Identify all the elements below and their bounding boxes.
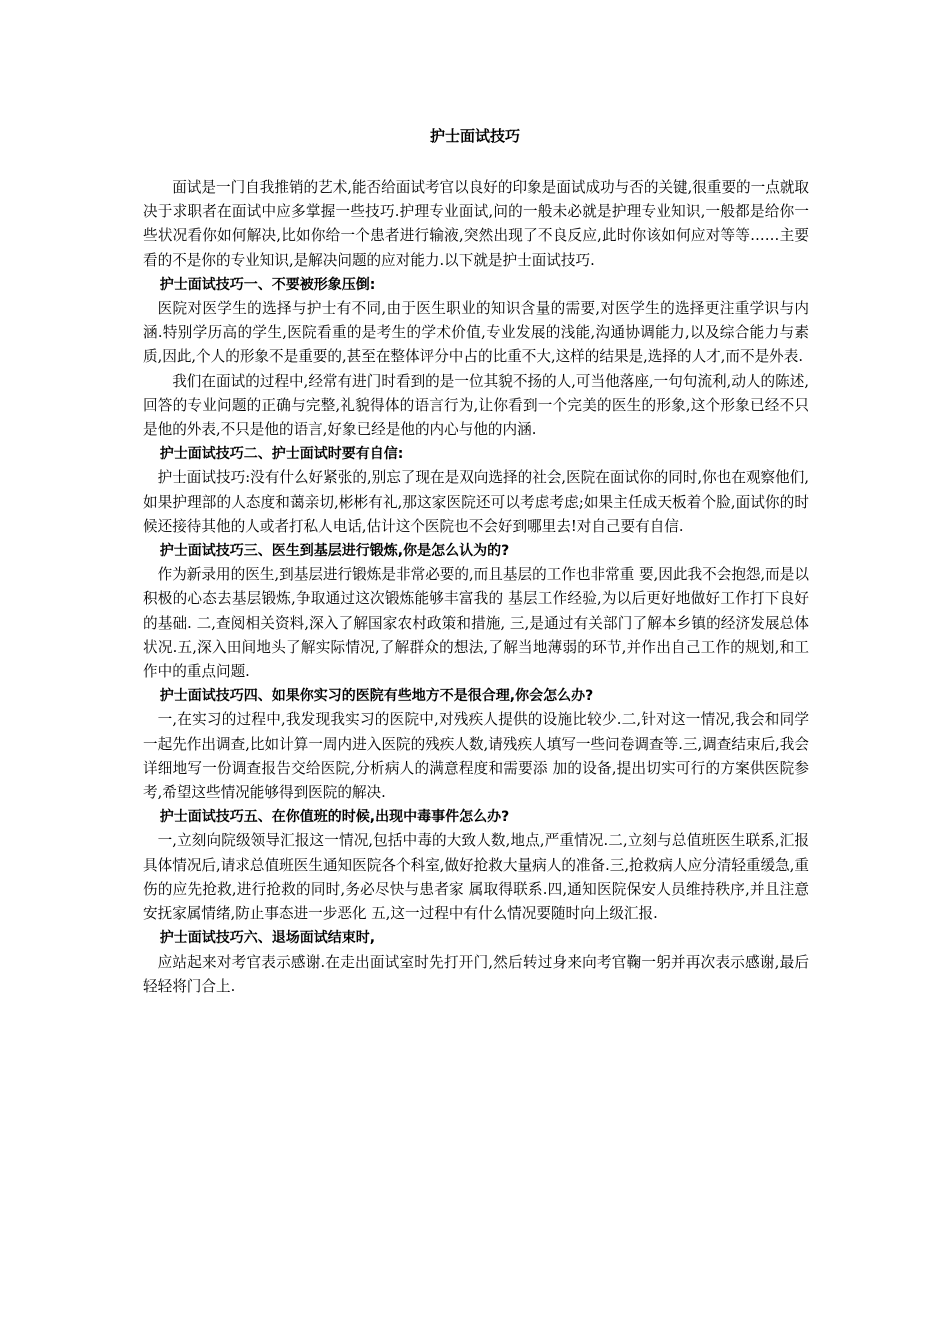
document-title: 护士面试技巧 xyxy=(429,127,520,145)
section-3-paragraph-1: 作为新录用的医生,到基层进行锻炼是非常必要的,而且基层的工作也非常重 要,因此我不会抱怨,而是以积极的心态去基层锻炼,争取通过这次锻炼能够丰富我的 基层工作经验,为以后更好地做好工作打下良好的基础. 二,查阅相关资料,深入了解国家农村政策和措施, 三,是通过有关部门了解本乡镇的经济发展总体状况.五,深入田间地头了解实际情况,了解群众的想法,了解当地薄弱的环节,并作出自己工作的规划,和工作中的重点问题. xyxy=(143,566,809,681)
section-6-paragraph-1: 应站起来对考官表示感谢.在走出面试室时先打开门,然后转过身来向考官鞠一躬并再次表示感谢,最后轻轻将门合上. xyxy=(143,953,809,995)
section-2-paragraph-1: 护士面试技巧:没有什么好紧张的,别忘了现在是双向选择的社会,医院在面试你的同时,你也在观察他们,如果护理部的人态度和蔼亲切,彬彬有礼,那这家医院还可以考虑考虑;如果主任成天板着个脸,面试你的时候还接待其他的人或者打私人电话,估计这个医院也不会好到哪里去!对自己要有自信. xyxy=(143,469,809,535)
section-5-paragraph-1: 一,立刻向院级领导汇报这一情况,包括中毒的大致人数,地点,严重情况.二,立刻与总值班医生联系,汇报具体情况后,请求总值班医生通知医院各个科室,做好抢救大量病人的准备.三,抢救病人应分清轻重缓急,重伤的应先抢救,进行抢救的同时,务必尽快与患者家 属取得联系.四,通知医院保安人员维持秩序,并且注意安抚家属情绪,防止事态进一步恶化 五,这一过程中有什么情况要随时向上级汇报. xyxy=(143,832,809,923)
intro-paragraph: 面试是一门自我推销的艺术,能否给面试考官以良好的印象是面试成功与否的关键,很重要的一点就取决于求职者在面试中应多掌握一些技巧.护理专业面试,问的一般未必就是护理专业知识,一般都是给你一些状况看你如何解决,比如你给一个患者进行输液,突然出现了不良反应,此时你该如何应对等等……主要看的不是你的专业知识,是解决问题的应对能力.以下就是护士面试技巧. xyxy=(143,179,810,269)
section-4-heading: 护士面试技巧四、如果你实习的医院有些地方不是很合理,你会怎么办? xyxy=(159,688,594,705)
section-4-paragraph-1: 一,在实习的过程中,我发现我实习的医院中,对残疾人提供的设施比较少.二,针对这一情况,我会和同学一起先作出调查,比如计算一周内进入医院的残疾人数,请残疾人填写一些问卷调查等.三,调查结束后,我会详细地写一份调查报告交给医院,分析病人的满意程度和需要添 加的设备,提出切实可行的方案供医院参考,希望这些情况能够得到医院的解决. xyxy=(143,711,809,802)
section-3-heading: 护士面试技巧三、医生到基层进行锻炼,你是怎么认为的? xyxy=(159,543,510,560)
section-5-heading: 护士面试技巧五、在你值班的时候,出现中毒事件怎么办? xyxy=(159,809,510,826)
section-2-heading: 护士面试技巧二、护士面试时要有自信: xyxy=(159,446,404,463)
section-6-heading: 护士面试技巧六、退场面试结束时, xyxy=(159,930,376,947)
section-1-heading: 护士面试技巧一、不要被形象压倒: xyxy=(159,276,376,293)
section-1-paragraph-2: 我们在面试的过程中,经常有进门时看到的是一位其貌不扬的人,可当他落座,一句句流利,动人的陈述,回答的专业问题的正确与完整,礼貌得体的语言行为,让你看到一个完美的医生的形象,这个形象已经不只是他的外表,不只是他的语言,好象已经是他的内心与他的内涵. xyxy=(143,372,809,439)
document-body xyxy=(143,176,809,999)
section-1-paragraph-1: 医院对医学生的选择与护士有不同,由于医生职业的知识含量的需要,对医学生的选择更注重学识与内涵.特别学历高的学生,医院看重的是考生的学术价值,专业发展的浅能,沟通协调能力,以及综合能力与素质,因此,个人的形象不是重要的,甚至在整体评分中占的比重不大,这样的结果是,选择的人才,而不是外表. xyxy=(143,300,809,366)
